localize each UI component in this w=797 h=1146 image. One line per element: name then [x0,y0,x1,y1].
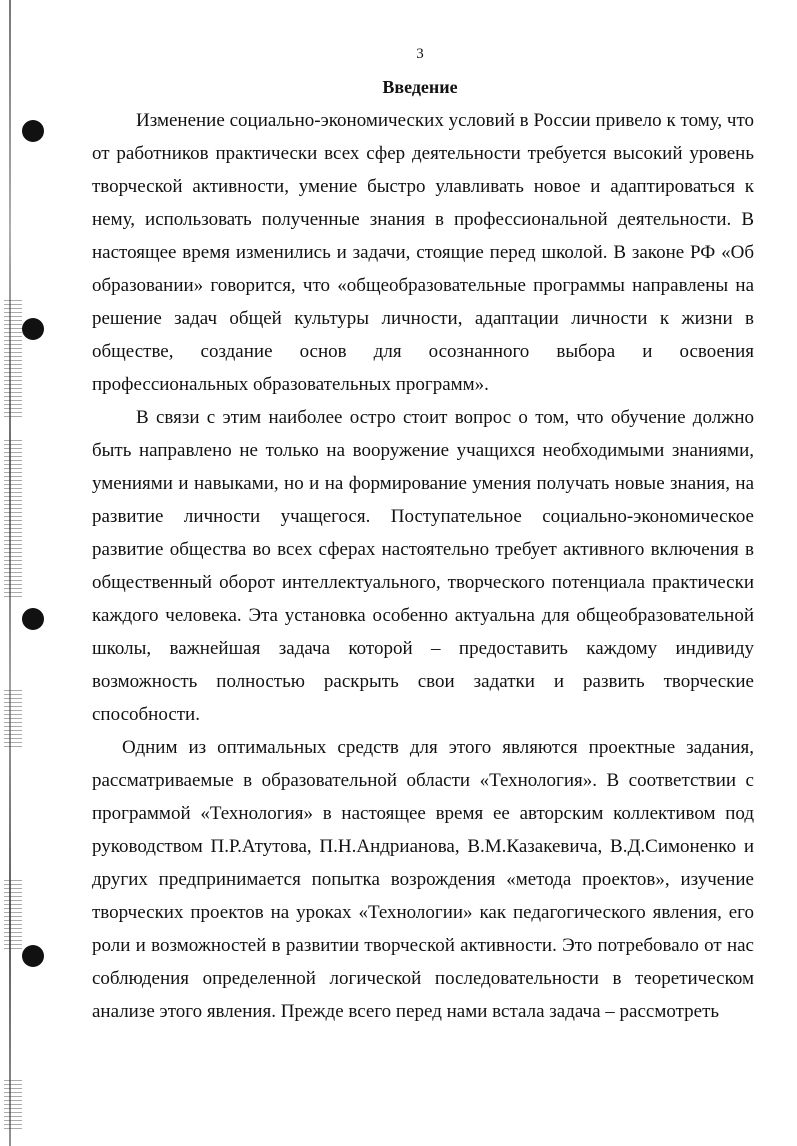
paragraph: Изменение социально-экономических условий в России привело к тому, что от работников практически всех сфер деятельности требуется высокий уровень творческой активности, умение быстро улавливать новое и адаптироваться к нему, использовать полученные знания в профессиональной деятельности. В настоящее время изменились и задачи, стоящие перед школой. В законе РФ «Об образовании» говорится, что «общеобразовательные программы направлены на решение задач общей культуры личности, адаптации личности к жизни в обществе, создание основ для осознанного выбора и освоения профессиональных образовательных программ». [92,110,754,395]
scan-noise [4,880,22,950]
punch-hole [22,945,44,967]
page-number: 3 [416,46,424,62]
punch-hole [22,318,44,340]
section-title: Введение [382,77,458,97]
paragraph: Одним из оптимальных средств для этого являются проектные задания, рассматриваемые в образовательной области «Технология». В соответствии с программой «Технология» в настоящее время ее авторским коллективом под руководством П.Р.Атутова, П.Н.Андрианова, В.М.Казакевича, В.Д.Симоненко и других предпринимается попытка возрождения «метода проектов», изучение творческих проектов на уроках «Технологии» как педагогического явления, его роли и возможностей в развитии творческой активности. Это потребовало от нас соблюдения определенной логической последовательности в теоретическом анализе этого явления. Прежде всего перед нами встала задача – рассмотреть [92,737,754,1022]
punch-hole [22,120,44,142]
punch-hole [22,608,44,630]
paragraph: В связи с этим наиболее остро стоит вопрос о том, что обучение должно быть направлено не только на вооружение учащихся необходимыми знаниями, умениями и навыками, но и на формирование умения получать новые знания, на развитие личности учащегося. Поступательное социально-экономическое развитие общества во всех сферах настоятельно требует активного включения в общественный оборот интеллектуального, творческого потенциала практически каждого человека. Эта установка особенно актуальна для общеобразовательной школы, важнейшая задача которой – предоставить каждому индивиду возможность полностью раскрыть свои задатки и развить творческие способности. [92,407,754,725]
body-text [92,104,754,1028]
scan-noise [4,300,22,420]
scan-noise [4,1080,22,1130]
scan-noise [4,690,22,750]
scan-noise [4,440,22,600]
